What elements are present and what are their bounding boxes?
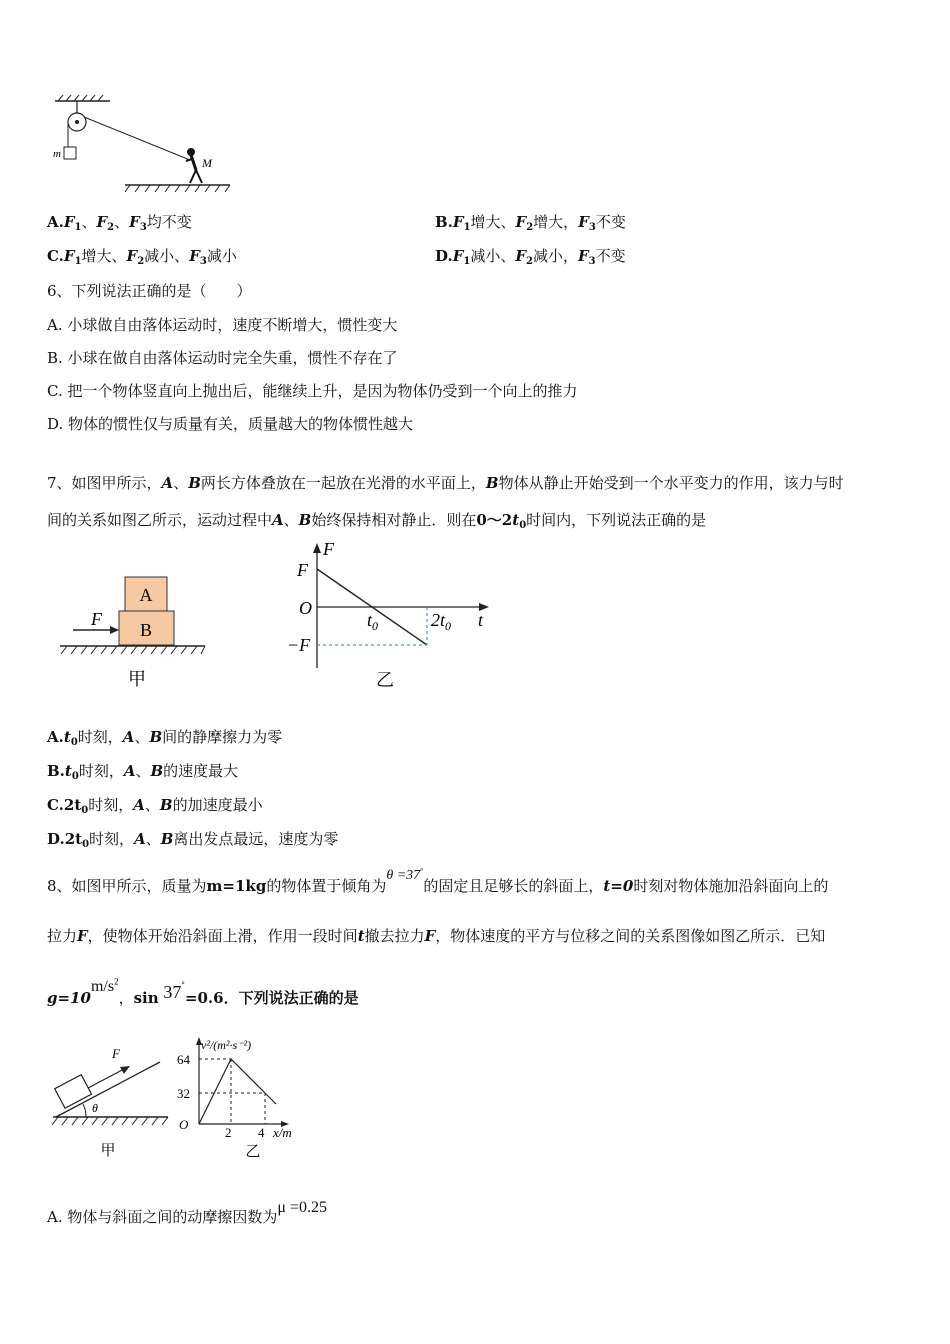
svg-text:2t0: $2t_0$ [431,610,452,633]
incline-block [55,1075,92,1109]
svg-text:64: 64 [177,1052,190,1067]
q8-velocity-displacement-graph [175,1032,310,1164]
q7-force-time-graph [285,538,495,693]
q6-option-c[interactable]: C. 把一个物体竖直向上抛出后，能继续上升，是因为物体仍受到一个向上的推力 [47,382,578,400]
q5-person-m-label: M [202,156,212,170]
svg-text:θ: θ [92,1101,98,1115]
force-f-label: F [91,609,102,629]
q8-stem-line3: $g=10m/s^2$，sin 37°=0.6．下列说法正确的是 [47,976,359,1007]
person-icon [186,149,202,184]
svg-text:F: F [323,539,334,559]
q5-option-a[interactable]: $A.F_1$、$F_2$、$F_3$均不变 [47,213,192,233]
q5-pulley-figure [50,95,230,200]
q5-option-c[interactable]: $C.F_1$增大、$F_2$减小、$F_3$减小 [47,247,237,267]
svg-text:2: 2 [225,1125,232,1140]
q6-option-b[interactable]: B. 小球在做自由落体运动时完全失重，惯性不存在了 [47,349,398,367]
q7-stem-line2: 间的关系如图乙所示，运动过程中A、B始终保持相对静止．则在$0\sim 2t_0$时间内，下列说法正确的是 [47,511,707,531]
q5-option-b[interactable]: $B.F_1$增大、$F_2$增大，$F_3$不变 [435,213,626,233]
svg-text:O: O [299,598,312,618]
q7-option-d[interactable]: $D.2t_0$时刻，A、B离出发点最远，速度为零 [47,830,339,850]
svg-text:−F: −F [287,635,311,655]
q8-option-a[interactable]: A. 物体与斜面之间的动摩擦因数为μ =0.25 [47,1199,327,1226]
svg-text:4: 4 [258,1125,265,1140]
svg-text:A: A [139,585,153,605]
q6-option-d[interactable]: D. 物体的惯性仅与质量有关，质量越大的物体惯性越大 [47,415,414,433]
svg-text:O: O [179,1117,189,1132]
svg-text:F: F [297,560,308,580]
q5-mass-m-label: m [53,148,61,160]
q6-stem: 6、下列说法正确的是（ ） [47,282,252,300]
q8-caption-yi: 乙 [245,1144,261,1160]
svg-text:x/m: x/m [273,1125,292,1140]
q5-option-d[interactable]: $D.F_1$减小、$F_2$减小，$F_3$不变 [435,247,626,267]
q7-blocks-figure [55,570,215,695]
caption-jia: 甲 [128,669,146,689]
q8-stem-line1: 8、如图甲所示，质量为m=1kg的物体置于倾角为θ =37°的固定且足够长的斜面上，t=0时刻对物体施加沿斜面向上的 [47,866,829,895]
svg-text:32: 32 [177,1086,190,1101]
q8-incline-figure [48,1040,173,1160]
q7-option-b[interactable]: $B.t_0$时刻，A、B的速度最大 [47,762,239,782]
svg-text:t0: $t_0$ [367,610,379,633]
q6-option-a[interactable]: A. 小球做自由落体运动时，速度不断增大，惯性变大 [47,316,398,334]
svg-text:t: t [478,610,484,630]
q8-stem-line2: 拉力F，使物体开始沿斜面上滑，作用一段时间t撤去拉力F，物体速度的平方与位移之间的关系图像如图乙所示．已知 [47,927,826,945]
q8-caption-jia: 甲 [100,1143,116,1159]
svg-text:B: B [139,620,153,640]
svg-text:v²/(m²·s⁻²): v²/(m²·s⁻²) [201,1038,252,1052]
q7-option-c[interactable]: $C.2t_0$时刻，A、B的加速度最小 [47,796,263,816]
q7-option-a[interactable]: $A.t_0$时刻，A、B间的静摩擦力为零 [47,728,283,748]
caption-yi: 乙 [376,670,394,690]
svg-text:F: F [112,1046,120,1061]
q7-stem-line1: 7、如图甲所示，A、B两长方体叠放在一起放在光滑的水平面上，B物体从静止开始受到一个水平变力的作用，该力与时 [47,474,844,492]
